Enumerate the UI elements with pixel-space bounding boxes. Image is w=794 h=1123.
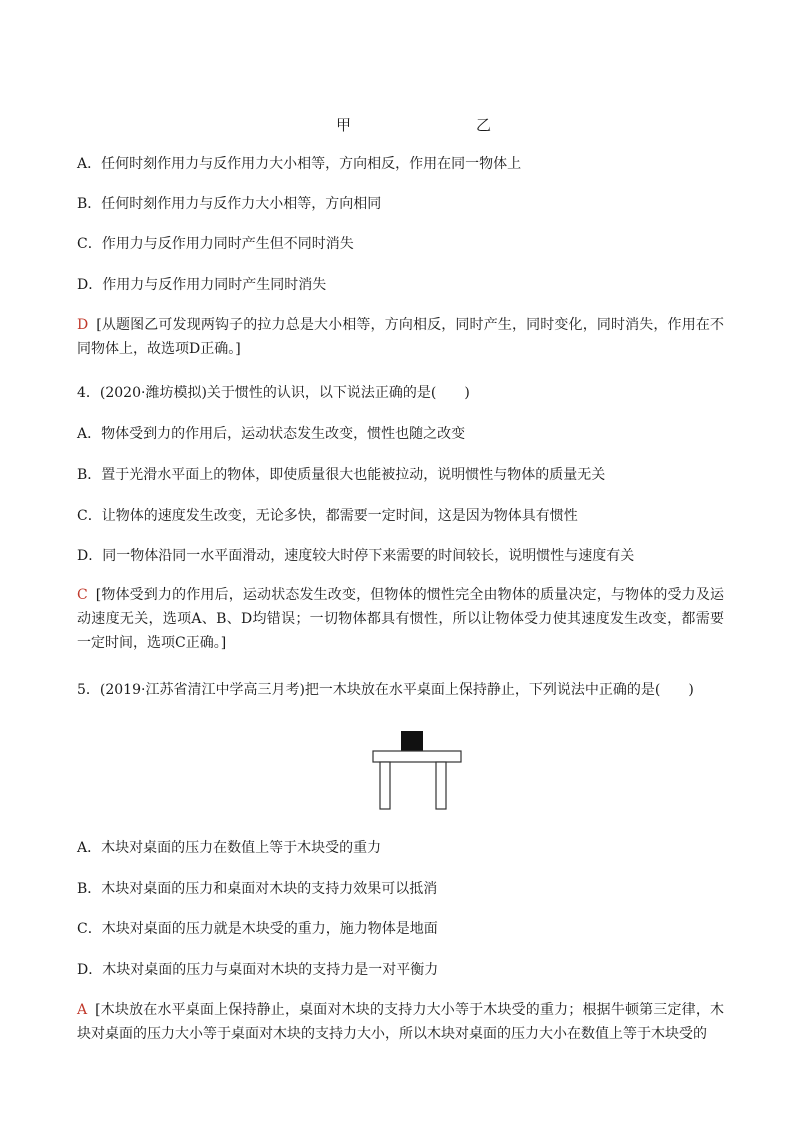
q5-answer	[77, 998, 724, 1046]
q3-option-b: B．任何时刻作用力与反作力大小相等，方向相同	[77, 196, 382, 212]
q3-explanation: [从题图乙可发现两钩子的拉力总是大小相等，方向相反，同时产生，同时变化，同时消失，作用在不同物体上，故选项D正确。]	[77, 317, 724, 357]
q5-option-d: D．木块对桌面的压力与桌面对木块的支持力是一对平衡力	[77, 962, 439, 978]
table-leg-right	[436, 762, 446, 809]
q3-answer	[77, 313, 724, 361]
q5-stem: 5．(2019·江苏省清江中学高三月考)把一木块放在水平桌面上保持静止，下列说法中正确的是( )	[77, 682, 694, 698]
table-top	[373, 751, 461, 762]
q4-option-d: D．同一物体沿同一水平面滑动，速度较大时停下来需要的时间较长，说明惯性与速度有关	[77, 548, 635, 564]
q5-option-c: C．木块对桌面的压力就是木块受的重力，施力物体是地面	[77, 921, 438, 937]
wood-block	[401, 731, 423, 751]
table-block-figure	[370, 728, 466, 812]
table-leg-left	[380, 762, 390, 809]
q4-stem: 4．(2020·潍坊模拟)关于惯性的认识，以下说法正确的是( )	[77, 385, 470, 401]
q3-answer-letter: D	[77, 317, 89, 333]
q3-option-a: A．任何时刻作用力与反作用力大小相等，方向相反，作用在同一物体上	[77, 156, 522, 172]
q4-answer-letter: C	[77, 587, 88, 603]
figure-label-yi: 乙	[476, 116, 492, 134]
q3-option-c: C．作用力与反作用力同时产生但不同时消失	[77, 236, 354, 252]
q4-explanation: [物体受到力的作用后，运动状态发生改变，但物体的惯性完全由物体的质量决定，与物体的受力及运动速度无关，选项A、B、D均错误；一切物体都具有惯性，所以让物体受力使其速度发生改变，都需要一定时间，选项C正确。]	[77, 587, 724, 651]
q5-explanation: [木块放在水平桌面上保持静止，桌面对木块的支持力大小等于木块受的重力；根据牛顿第三定律，木块对桌面的压力大小等于桌面对木块的支持力大小，所以木块对桌面的压力大小在数值上等于木块受的	[77, 1002, 724, 1042]
q4-answer	[77, 583, 724, 655]
q5-answer-letter: A	[77, 1002, 88, 1018]
q4-option-c: C．让物体的速度发生改变，无论多快，都需要一定时间，这是因为物体具有惯性	[77, 508, 578, 524]
q4-option-b: B．置于光滑水平面上的物体，即使质量很大也能被拉动，说明惯性与物体的质量无关	[77, 467, 606, 483]
q3-option-d: D．作用力与反作用力同时产生同时消失	[77, 277, 327, 293]
q4-option-a: A．物体受到力的作用后，运动状态发生改变，惯性也随之改变	[77, 426, 466, 442]
figure-label-jia: 甲	[336, 116, 352, 134]
q5-option-b: B．木块对桌面的压力和桌面对木块的支持力效果可以抵消	[77, 881, 438, 897]
q5-option-a: A．木块对桌面的压力在数值上等于木块受的重力	[77, 840, 382, 856]
